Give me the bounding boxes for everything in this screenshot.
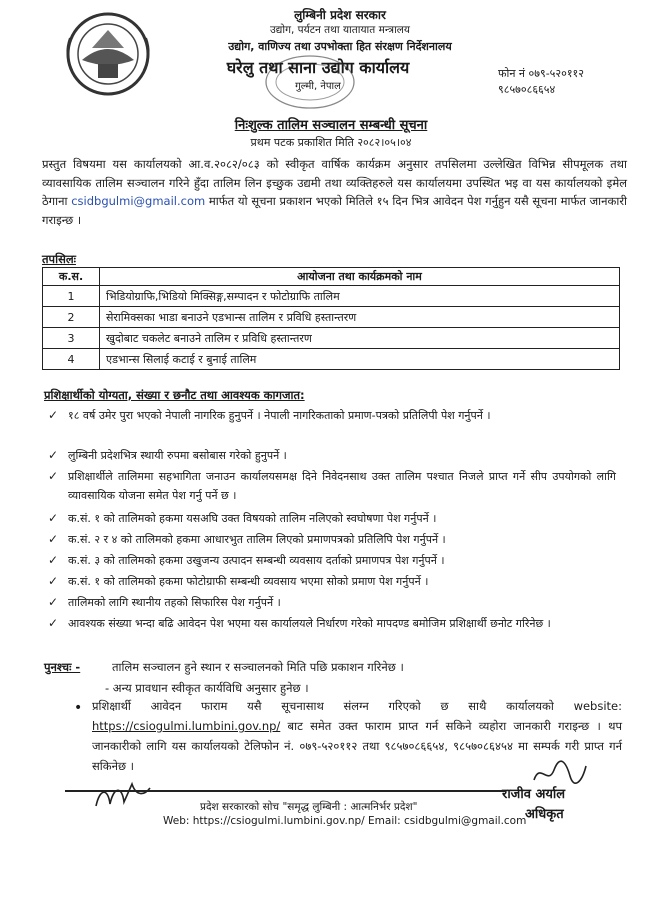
postscript-line-1: तालिम सञ्चालन हुने स्थान र सञ्चालनको मिति पछि प्रकाशन गरिनेछ । xyxy=(112,660,404,674)
header-ministry: उद्योग, पर्यटन तथा यातायात मन्त्रालय xyxy=(270,24,410,36)
footer-slogan: प्रदेश सरकारको सोच "समृद्ध लुम्बिनी : आत्मनिर्भर प्रदेश" xyxy=(200,801,418,813)
check-icon: ✓ xyxy=(48,553,59,567)
list-item-text: लुम्बिनी प्रदेशभित्र स्थायी रुपमा बसोबास गरेको हुनुपर्ने । xyxy=(68,449,287,462)
row-serial: 3 xyxy=(43,328,100,349)
list-item xyxy=(48,467,616,505)
row-serial: 2 xyxy=(43,307,100,328)
column-header-program: आयोजना तथा कार्यक्रमको नाम xyxy=(100,268,620,286)
row-program: सेरामिक्सका भाडा बनाउने एडभान्स तालिम र प्रविधि हस्तान्तरण xyxy=(100,307,620,328)
postscript-text-end: बाट समेत उक्त फाराम प्राप्त गर्न सकिने व्यहोरा जानकारी गराइन्छ । थप जानकारीको लागि यस कार्यालयको टेलिफोन नं. ०७९-५२०११२ तथा ९८५७०८६६५४, ९८५७०८६४५४ मा सम्पर्क गरी प्राप्त गर्न सकिनेछ । xyxy=(92,719,622,773)
list-item xyxy=(48,614,616,633)
list-item-text: क.सं. २ र ४ को तालिमको हकमा आधारभुत तालिम लिएको प्रमाणपत्रको प्रतिलिपि पेश गर्नुपर्ने । xyxy=(68,533,446,546)
check-icon: ✓ xyxy=(48,469,59,483)
list-item xyxy=(48,572,616,591)
check-icon: ✓ xyxy=(48,511,59,525)
postscript-label: पुनश्चः - xyxy=(44,660,81,674)
list-item xyxy=(48,530,616,549)
list-item-text: क.सं. १ को तालिमको हकमा फोटोग्राफी सम्बन्धी व्यवसाय भएमा सोको प्रमाण पेश गर्नुपर्ने । xyxy=(68,575,429,588)
list-item-text: १८ वर्ष उमेर पुरा भएको नेपाली नागरिक हुनुपर्ने । नेपाली नागरिकताको प्रमाण-पत्रको प्रतिलिपी पेश गर्नुपर्ने । xyxy=(68,409,491,422)
website-link[interactable]: https://csiogulmi.lumbini.gov.np/ xyxy=(92,719,281,733)
office-location: गुल्मी, नेपाल xyxy=(295,81,341,92)
row-program: खुदोबाट चकलेट बनाउने तालिम र प्रविधि हस्तान्तरण xyxy=(100,328,620,349)
publish-date: प्रथम पटक प्रकाशित मिति २०८२।०५।०४ xyxy=(250,136,412,149)
phone-number: फोन नं ०७९-५२०११२ xyxy=(498,67,584,80)
check-icon: ✓ xyxy=(48,532,59,546)
table-row xyxy=(43,349,620,370)
table-row xyxy=(43,307,620,328)
list-item xyxy=(48,551,616,570)
list-item xyxy=(48,509,616,528)
table-row xyxy=(43,286,620,307)
officer-title: अधिकृत xyxy=(525,807,564,822)
officer-name: राजीव अर्याल xyxy=(502,787,566,802)
mobile-number: ९८५७०८६६५४ xyxy=(498,83,556,96)
list-item-text: प्रशिक्षार्थीले तालिममा सहभागिता जनाउन कार्यालयसमक्ष दिने निवेदनसाथ उक्त तालिम पश्चात निजले प्राप्त गर्ने सीप उपयोगको लागि व्यावसायिक योजना समेत पेश गर्नु पर्ने छ । xyxy=(68,470,616,502)
intro-text-start: प्रस्तुत विषयमा यस कार्यालयको आ.व.२०८२/०८३ को स्वीकृत वार्षिक कार्यक्रम अनुसार तपसिलमा उल्लेखित विभिन्न सीपमूलक तथा व्यावसायिक तालिम सञ्चालन गरिने हुँदा तालिम लिन इच्छुक उद्यमी तथा व्यक्तिहरुले यस कार्यालयमा उपस्थित भइ वा यस कार्यालयको इमेल ठेगाना xyxy=(42,157,627,208)
footer-divider xyxy=(65,790,505,792)
email-address[interactable]: csidbgulmi@gmail.com xyxy=(71,194,206,208)
list-item xyxy=(48,406,616,425)
check-icon: ✓ xyxy=(48,595,59,609)
intro-text-end: मार्फत यो सूचना प्रकाशन भएको मितिले १५ दिन भित्र आवेदन पेश गर्नुहुन यसै सूचना मार्फत जानकारी गराइन्छ । xyxy=(42,194,627,227)
intro-paragraph xyxy=(42,155,627,229)
check-icon: ✓ xyxy=(48,448,59,462)
office-stamp xyxy=(262,52,358,112)
initials-scribble xyxy=(92,778,154,818)
row-serial: 1 xyxy=(43,286,100,307)
check-icon: ✓ xyxy=(48,408,59,422)
schedule-label: तपसिलः xyxy=(42,252,76,266)
list-item-text: तालिमको लागि स्थानीय तहको सिफारिस पेश गर्नुपर्ने । xyxy=(68,596,281,609)
list-item-text: क.सं. १ को तालिमको हकमा यसअघि उक्त विषयको तालिम नलिएको स्वघोषणा पेश गर्नुपर्ने । xyxy=(68,512,437,525)
table-header-row xyxy=(43,268,620,286)
postscript-text-start: प्रशिक्षार्थी आवेदन फाराम यसै सूचनासाथ संलग्न गरिएको छ साथै कार्यालयको website: xyxy=(92,699,622,713)
office-name: घरेलु तथा साना उद्योग कार्यालय xyxy=(226,58,410,77)
footer-contact: Web: https://csiogulmi.lumbini.gov.np/ Email: csidbgulmi@gmail.com xyxy=(163,815,527,827)
list-item-text: क.सं. ३ को तालिमको हकमा उखुजन्य उत्पादन सम्बन्धी व्यवसाय दर्ताको प्रमाणपत्र पेश गर्नुपर्ने । xyxy=(68,554,445,567)
row-serial: 4 xyxy=(43,349,100,370)
bullet-icon: • xyxy=(74,700,83,716)
row-program: भिडियोग्राफि,भिडियो मिक्सिङ्ग,सम्पादन र फोटोग्राफि तालिम xyxy=(100,286,620,307)
column-header-serial: क.स. xyxy=(43,268,100,286)
row-program: एडभान्स सिलाई कटाई र बुनाई तालिम xyxy=(100,349,620,370)
training-table xyxy=(42,267,620,370)
qualifications-heading: प्रशिक्षार्थीको योग्यता, संख्या र छनौट तथा आवश्यक कागजात: xyxy=(44,388,305,402)
check-icon: ✓ xyxy=(48,574,59,588)
list-item xyxy=(48,593,616,612)
postscript-line-2: - अन्य प्रावधान स्वीकृत कार्यविधि अनुसार हुनेछ । xyxy=(105,681,309,695)
check-icon: ✓ xyxy=(48,616,59,630)
header-government: लुम्बिनी प्रदेश सरकार xyxy=(294,8,386,22)
notice-title: निःशुल्क तालिम सञ्चालन सम्बन्धी सूचना xyxy=(234,118,428,133)
header-directorate: उद्योग, वाणिज्य तथा उपभोक्ता हित संरक्षण निर्देशनालय xyxy=(228,40,452,53)
table-row xyxy=(43,328,620,349)
list-item xyxy=(48,446,616,465)
government-emblem xyxy=(62,8,154,100)
list-item-text: आवश्यक संख्या भन्दा बढि आवेदन पेश भएमा यस कार्यालयले निर्धारण गरेको मापदण्ड बमोजिम प्रशिक्षार्थी छनोट गरिनेछ । xyxy=(68,617,551,630)
